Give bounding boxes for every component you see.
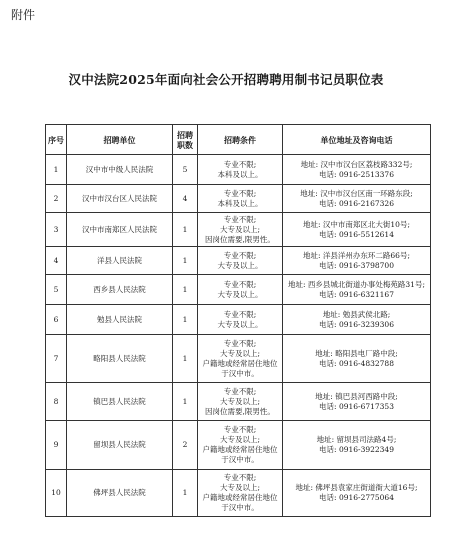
- row-conditions: 专业不限; 大专及以上; 户籍地或经常居住地位于汉中市。: [198, 335, 283, 383]
- table-row: [46, 470, 431, 517]
- table-row: [46, 275, 431, 305]
- row-no: 3: [46, 213, 67, 247]
- row-unit: 镇巴县人民法院: [67, 383, 173, 421]
- row-no: 6: [46, 305, 67, 335]
- row-count: 5: [173, 155, 198, 185]
- row-count: 1: [173, 335, 198, 383]
- row-no: 7: [46, 335, 67, 383]
- table-row: [46, 305, 431, 335]
- row-address: 地址: 西乡县城北街道办事处梅苑路31号; 电话: 0916-6321167: [283, 275, 431, 305]
- row-conditions: 专业不限; 大专及以上; 因岗位需要,限男性。: [198, 213, 283, 247]
- row-unit: 西乡县人民法院: [67, 275, 173, 305]
- row-no: 4: [46, 247, 67, 275]
- row-count: 1: [173, 470, 198, 517]
- row-count: 1: [173, 383, 198, 421]
- row-address: 地址: 镇巴县河西路中段; 电话: 0916-6717353: [283, 383, 431, 421]
- row-count: 1: [173, 275, 198, 305]
- row-address: 地址: 汉中市南郑区北大街10号; 电话: 0916-5512614: [283, 213, 431, 247]
- header-unit: 招聘单位: [67, 125, 173, 155]
- row-address: 地址: 略阳县电厂路中段; 电话: 0916-4832788: [283, 335, 431, 383]
- row-no: 5: [46, 275, 67, 305]
- row-unit: 洋县人民法院: [67, 247, 173, 275]
- row-count: 1: [173, 305, 198, 335]
- row-no: 9: [46, 421, 67, 470]
- attachment-label: 附件: [11, 8, 36, 22]
- row-address: 地址: 汉中市汉台区荔枝路332号; 电话: 0916-2513376: [283, 155, 431, 185]
- row-address: 地址: 洋县洋州办东环二路66号; 电话: 0916-3798700: [283, 247, 431, 275]
- table-row: [46, 213, 431, 247]
- table-row: [46, 421, 431, 470]
- header-count: 招聘职数: [173, 125, 198, 155]
- row-no: 2: [46, 185, 67, 213]
- row-unit: 略阳县人民法院: [67, 335, 173, 383]
- row-conditions: 专业不限; 大专及以上; 因岗位需要,限男性。: [198, 383, 283, 421]
- row-conditions: 专业不限; 大专及以上。: [198, 247, 283, 275]
- row-unit: 佛坪县人民法院: [67, 470, 173, 517]
- positions-table: [45, 124, 431, 517]
- row-conditions: 专业不限; 本科及以上。: [198, 155, 283, 185]
- row-address: 地址: 汉中市汉台区南一环路东段; 电话: 0916-2167326: [283, 185, 431, 213]
- header-address: 单位地址及咨询电话: [283, 125, 431, 155]
- row-no: 1: [46, 155, 67, 185]
- table-row: [46, 383, 431, 421]
- row-unit: 汉中市汉台区人民法院: [67, 185, 173, 213]
- table-header-row: [46, 125, 431, 155]
- row-count: 1: [173, 213, 198, 247]
- table-row: [46, 185, 431, 213]
- row-address: 地址: 勉县武侯北路; 电话: 0916-3239306: [283, 305, 431, 335]
- row-count: 1: [173, 247, 198, 275]
- row-count: 4: [173, 185, 198, 213]
- row-count: 2: [173, 421, 198, 470]
- document-title: 汉中法院2025年面向社会公开招聘聘用制书记员职位表: [68, 72, 384, 87]
- row-conditions: 专业不限; 大专及以上; 户籍地或经常居住地位于汉中市。: [198, 421, 283, 470]
- row-unit: 汉中市中级人民法院: [67, 155, 173, 185]
- row-unit: 留坝县人民法院: [67, 421, 173, 470]
- row-unit: 勉县人民法院: [67, 305, 173, 335]
- row-conditions: 专业不限; 本科及以上。: [198, 185, 283, 213]
- row-unit: 汉中市南郑区人民法院: [67, 213, 173, 247]
- row-no: 10: [46, 470, 67, 517]
- row-no: 8: [46, 383, 67, 421]
- row-address: 地址: 留坝县司法路4号; 电话: 0916-3922349: [283, 421, 431, 470]
- header-conditions: 招聘条件: [198, 125, 283, 155]
- row-conditions: 专业不限; 大专及以上。: [198, 275, 283, 305]
- header-no: 序号: [46, 125, 67, 155]
- table-row: [46, 155, 431, 185]
- row-conditions: 专业不限; 大专及以上。: [198, 305, 283, 335]
- table-row: [46, 247, 431, 275]
- row-address: 地址: 佛坪县袁家庄街道衙大道16号; 电话: 0916-2775064: [283, 470, 431, 517]
- table-row: [46, 335, 431, 383]
- row-conditions: 专业不限; 大专及以上; 户籍地或经常居住地位于汉中市。: [198, 470, 283, 517]
